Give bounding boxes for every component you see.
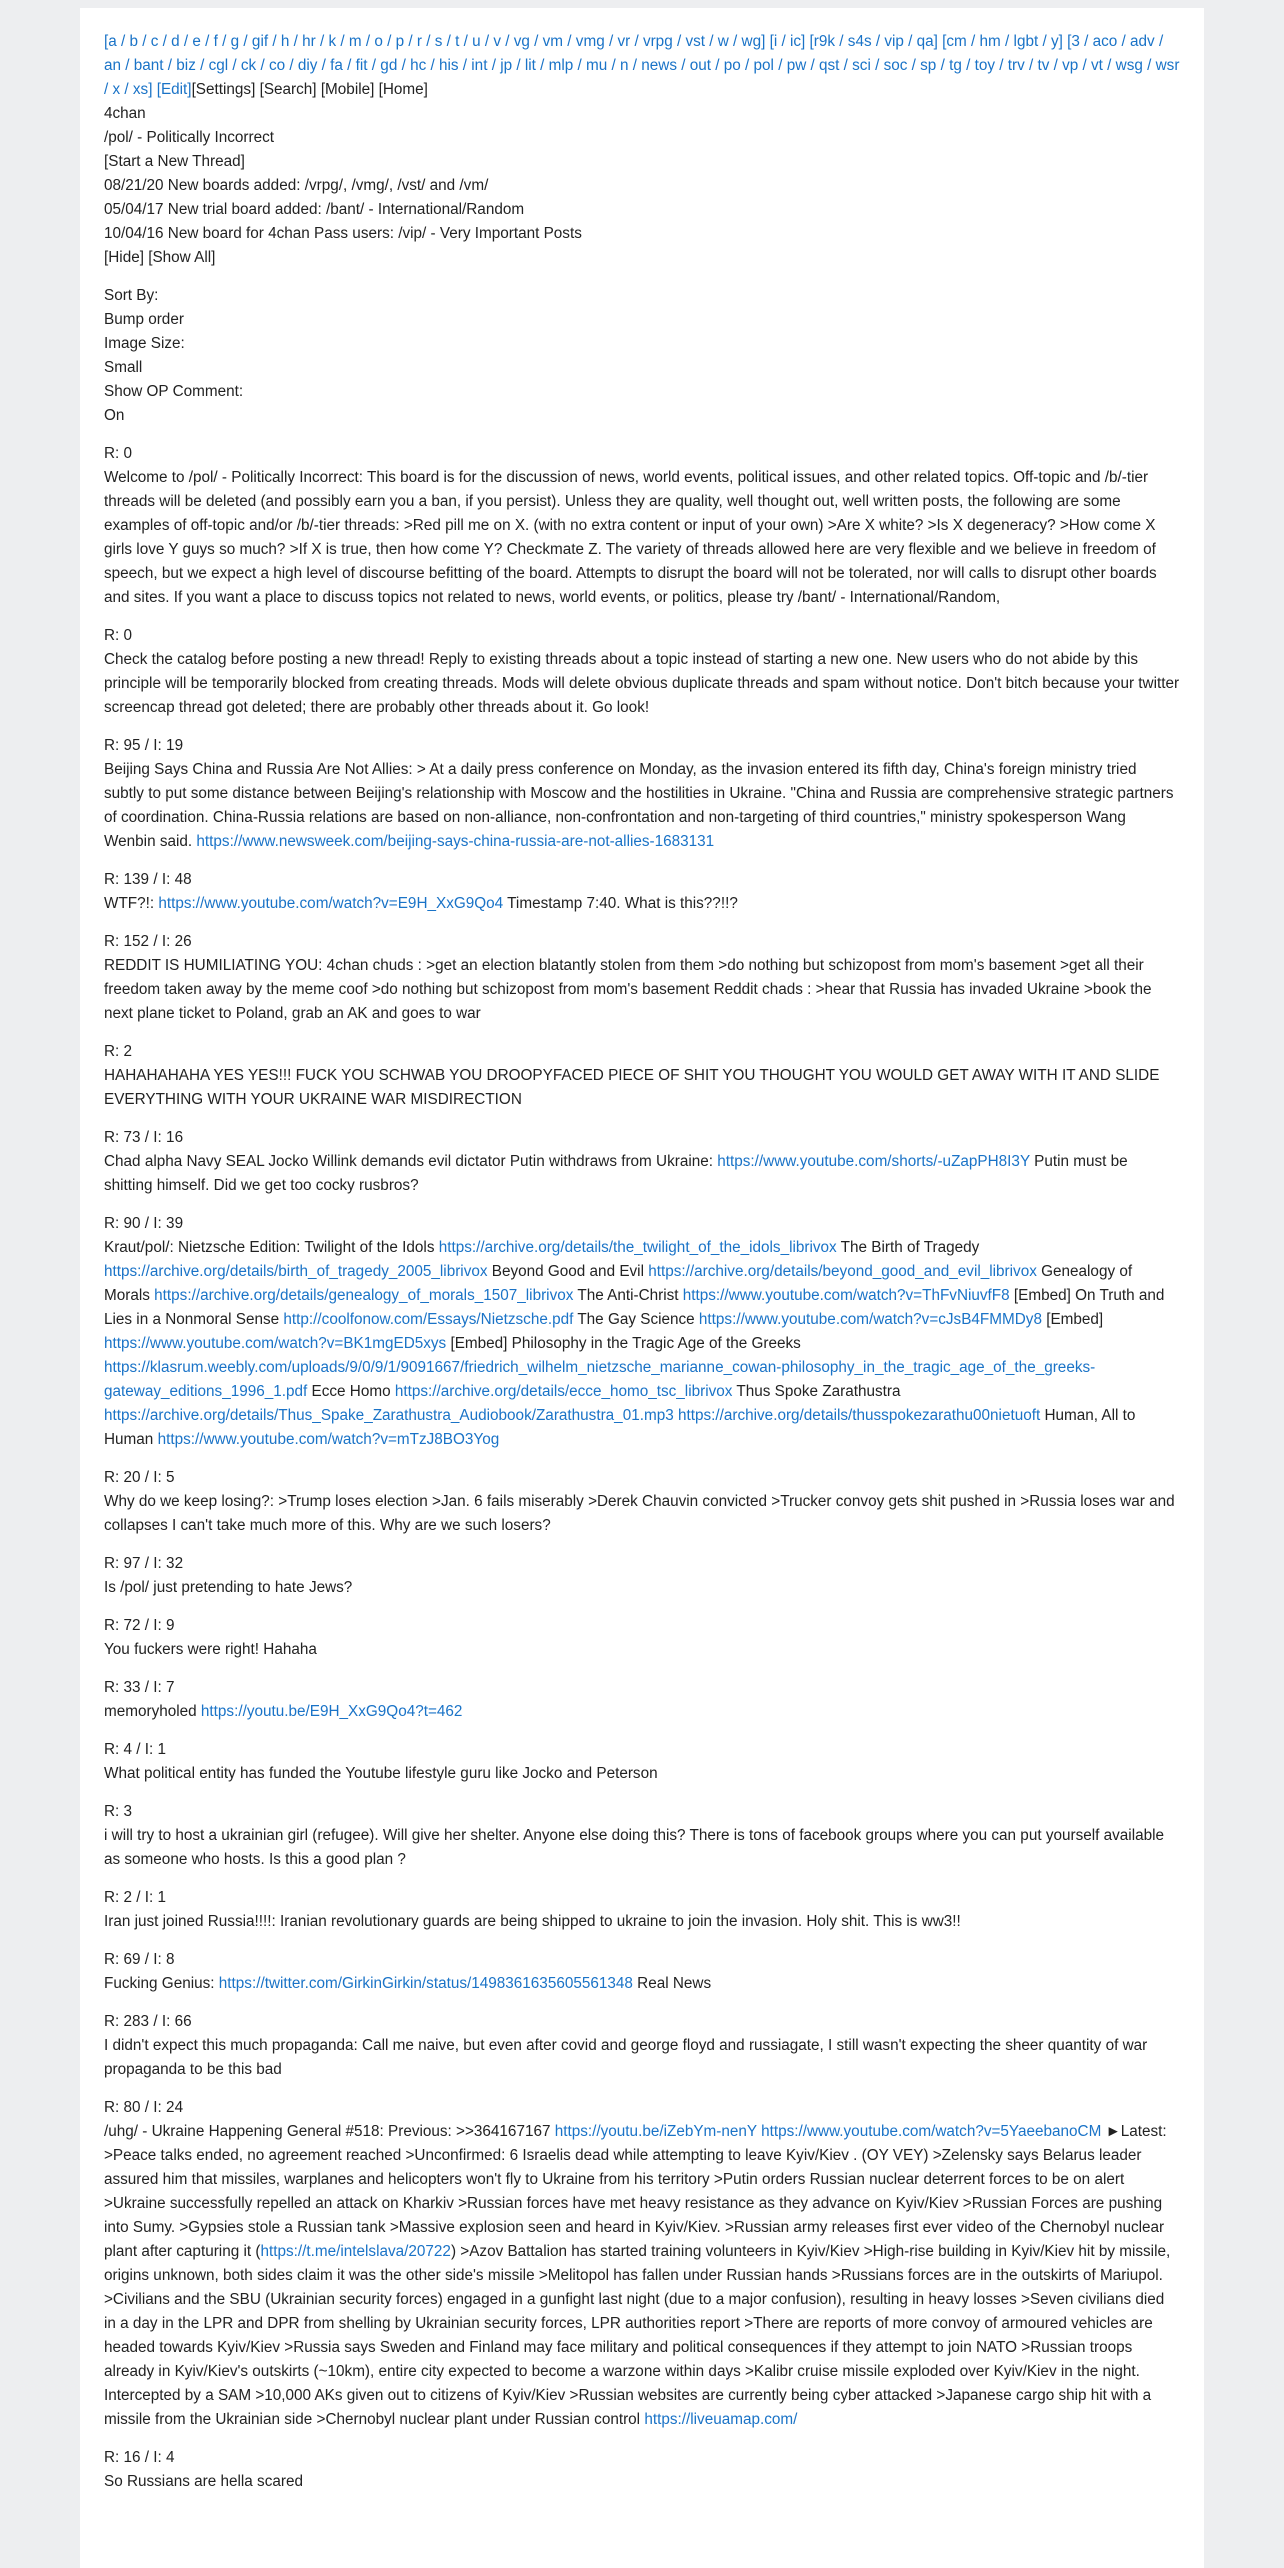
thread-stats: R: 33 / I: 7 xyxy=(104,1679,175,1696)
thread-text: Fucking Genius: xyxy=(104,1975,219,1992)
catalog-controls xyxy=(104,284,1180,428)
thread-item[interactable] xyxy=(104,1552,1180,1600)
site-logo: 4chan xyxy=(104,105,146,122)
thread-text: [Embed] Philosophy in the Tragic Age of the Greeks xyxy=(446,1335,801,1352)
thread-text: Thus Spoke Zarathustra xyxy=(732,1383,901,1400)
news-item: 10/04/16 New board for 4chan Pass users: /vip/ - Very Important Posts xyxy=(104,225,582,242)
news-item: 05/04/17 New trial board added: /bant/ - International/Random xyxy=(104,201,525,218)
thread-link[interactable]: https://archive.org/details/ecce_homo_tsc_librivox xyxy=(394,1383,733,1400)
thread-teaser xyxy=(104,892,1180,916)
thread-link[interactable]: https://www.youtube.com/watch?v=cJsB4FMMDy8 xyxy=(698,1311,1042,1328)
thread-text: HAHAHAHAHA YES YES!!! FUCK YOU SCHWAB YOU DROOPYFACED PIECE OF SHIT YOU THOUGHT YOU WOULD GET AWAY WITH IT AND SLIDE EVERYTHING WITH YOUR UKRAINE WAR MISDIRECTION xyxy=(104,1067,1160,1108)
thread-teaser xyxy=(104,1824,1180,1872)
thread-link[interactable]: https://www.youtube.com/watch?v=ThFvNiuvfF8 xyxy=(682,1287,1010,1304)
thread-link[interactable]: http://coolfonow.com/Essays/Nietzsche.pdf xyxy=(283,1311,574,1328)
board-nav xyxy=(104,30,1180,102)
thread-stats: R: 73 / I: 16 xyxy=(104,1129,184,1146)
board-title: /pol/ - Politically Incorrect xyxy=(104,129,275,146)
thread-item[interactable] xyxy=(104,2446,1180,2494)
thread-text: Check the catalog before posting a new thread! Reply to existing threads about a topic instead of starting a new one. New users who do not abide by this principle will be temporarily blocked from creating threads. Mods will delete obvious duplicate threads and spam without notice. Don't bitch because your twitter screencap thread got deleted; there are probably other threads about it. Go look! xyxy=(104,651,1180,716)
thread-text: The Anti-Christ xyxy=(573,1287,683,1304)
board-list[interactable]: [a / b / c / d / e / f / g / gif / h / hr / k / m / o / p / r / s / t / u / v / vg / vm / vmg / vr / vrpg / vst / w / wg] [i / ic] [r9k / s4s / vip / qa] [cm / hm / lgbt / y] [3 / aco / adv / an / bant / biz / cgl / ck / co / diy / fa / fit / gd / hc / his / int / jp / lit / mlp / mu / n / news / out / po / pol / pw / qst / sci / soc / sp / tg / toy / trv / tv / vp / vt / wsg / wsr / x / xs] xyxy=(104,33,1180,98)
thread-text: Human, All to Human xyxy=(104,1407,1136,1448)
thread-text: Chad alpha Navy SEAL Jocko Willink demands evil dictator Putin withdraws from Ukraine: xyxy=(104,1153,718,1170)
thread-teaser xyxy=(104,1490,1180,1538)
start-thread-link[interactable]: [Start a New Thread] xyxy=(104,153,245,170)
thread-teaser xyxy=(104,1638,1180,1662)
thread-item[interactable] xyxy=(104,1466,1180,1538)
thread-stats: R: 139 / I: 48 xyxy=(104,871,192,888)
thread-stats: R: 90 / I: 39 xyxy=(104,1215,184,1232)
thread-text: REDDIT IS HUMILIATING YOU: 4chan chuds : >get an election blatantly stolen from them >do nothing but schizopost from mom's basement >get all their freedom taken away by the meme coof >do nothing but schizopost from mom's basement Reddit chads : >hear that Russia has invaded Ukraine >book the next plane ticket to Poland, grab an AK and goes to war xyxy=(104,957,1152,1022)
thread-link[interactable]: https://www.youtube.com/watch?v=5YaeebanoCM xyxy=(761,2123,1102,2140)
mobile-link[interactable]: [Mobile] xyxy=(320,81,375,98)
thread-item[interactable] xyxy=(104,1676,1180,1724)
thread-text: Genealogy of Morals xyxy=(104,1263,1133,1304)
thread-teaser xyxy=(104,2470,1180,2494)
thread-text: Putin must be shitting himself. Did we get too cocky rusbros? xyxy=(104,1153,1128,1194)
thread-link[interactable]: https://youtu.be/E9H_XxG9Qo4?t=462 xyxy=(200,1703,463,1720)
thread-link[interactable]: https://liveuamap.com/ xyxy=(644,2411,798,2428)
thread-text: i will try to host a ukrainian girl (refugee). Will give her shelter. Anyone else doing this? There is tons of facebook groups where you can put yourself available as someone who hosts. Is this a good plan ? xyxy=(104,1827,1165,1868)
thread-stats: R: 152 / I: 26 xyxy=(104,933,192,950)
thread-teaser xyxy=(104,1576,1180,1600)
thread-link[interactable]: https://www.youtube.com/watch?v=BK1mgED5xys xyxy=(104,1335,447,1352)
image-size-select[interactable]: Small xyxy=(104,359,143,376)
thread-link[interactable]: https://www.youtube.com/shorts/-uZapPH8I3Y xyxy=(717,1153,1030,1170)
thread-stats: R: 0 xyxy=(104,627,133,644)
thread-text: Timestamp 7:40. What is this??!!? xyxy=(503,895,738,912)
thread-stats: R: 80 / I: 24 xyxy=(104,2099,184,2116)
thread-text: The Gay Science xyxy=(573,1311,699,1328)
show-op-label: Show OP Comment: xyxy=(104,383,244,400)
thread-link[interactable]: https://youtu.be/iZebYm-nenY xyxy=(554,2123,757,2140)
thread-item[interactable] xyxy=(104,2096,1180,2432)
thread-link[interactable]: https://t.me/intelslava/20722 xyxy=(260,2243,451,2260)
thread-stats: R: 2 / I: 1 xyxy=(104,1889,167,1906)
thread-text: /uhg/ - Ukraine Happening General #518: Previous: >>364167167 xyxy=(104,2123,555,2140)
sort-label: Sort By: xyxy=(104,287,159,304)
thread-item[interactable] xyxy=(104,734,1180,854)
show-op-select[interactable]: On xyxy=(104,407,125,424)
news-item: 08/21/20 New boards added: /vrpg/, /vmg/, /vst/ and /vm/ xyxy=(104,177,489,194)
thread-text: The Birth of Tragedy xyxy=(836,1239,980,1256)
show-all-news-button[interactable]: [Show All] xyxy=(148,249,216,266)
thread-text: [Embed] xyxy=(1041,1311,1104,1328)
thread-text: Why do we keep losing?: >Trump loses election >Jan. 6 fails miserably >Derek Chauvin convicted >Trucker convoy gets shit pushed in >Russia loses war and collapses I can't take much more of this. Why are we such losers? xyxy=(104,1493,1175,1534)
thread-teaser xyxy=(104,758,1180,854)
thread-stats: R: 69 / I: 8 xyxy=(104,1951,175,1968)
sort-select[interactable]: Bump order xyxy=(104,311,184,328)
thread-stats: R: 72 / I: 9 xyxy=(104,1617,175,1634)
thread-stats: R: 95 / I: 19 xyxy=(104,737,184,754)
thread-teaser xyxy=(104,1064,1180,1112)
thread-text: memoryholed xyxy=(104,1703,201,1720)
thread-text: I didn't expect this much propaganda: Call me naive, but even after covid and george floyd and russiagate, I still wasn't expecting the sheer quantity of war propaganda to be this bad xyxy=(104,2037,1148,2078)
thread-link[interactable]: https://archive.org/details/Thus_Spake_Zarathustra_Audiobook/Zarathustra_01.mp3 xyxy=(104,1407,674,1424)
thread-stats: R: 283 / I: 66 xyxy=(104,2013,192,2030)
image-size-label: Image Size: xyxy=(104,335,185,352)
thread-item[interactable] xyxy=(104,1614,1180,1662)
thread-text: Real News xyxy=(632,1975,712,1992)
thread-text: ►Latest: >Peace talks ended, no agreement reached >Unconfirmed: 6 Israelis dead while attempting to leave Kyiv/Kiev . (OY VEY) >Zelensky says Belarus leader assured him that missiles, warplanes and helicopters won't fly to Ukraine from his territory >Putin orders Russian nuclear deterrent forces to be on alert >Ukraine successfully repelled an attack on Kharkiv >Russian forces have met heavy resistance as they advance on Kyiv/Kiev >Russian Forces are pushing into Sumy. >Gypsies stole a Russian tank >Massive explosion seen and heard in Kyiv/Kiev. >Russian army releases first ever video of the Chernobyl nuclear plant after capturing it ( xyxy=(104,2123,1167,2260)
thread-link[interactable]: https://archive.org/details/beyond_good_and_evil_librivox xyxy=(648,1263,1037,1280)
thread-stats: R: 97 / I: 32 xyxy=(104,1555,184,1572)
thread-stats: R: 2 xyxy=(104,1043,133,1060)
thread-teaser xyxy=(104,954,1180,1026)
thread-item[interactable] xyxy=(104,1738,1180,1786)
thread-teaser xyxy=(104,1972,1180,1996)
catalog-page xyxy=(80,8,1204,2568)
thread-teaser xyxy=(104,466,1180,610)
thread-text: ) >Azov Battalion has started training volunteers in Kyiv/Kiev >High-rise building in Kyiv/Kiev hit by missile, origins unknown, both sides claim it was the other side's missile >Melitopol has fallen under Russian hands >Russians forces are in the outskirts of Mariupol. >Civilians and the SBU (Ukrainian security forces) engaged in a gunfight last night (due to a major confusion), resulting in heavy losses >Seven civilians died in a day in the LPR and DPR from shelling by Ukrainian security forces, LPR authorities report >There are reports of more convoy of armoured vehicles are headed towards Kyiv/Kiev >Russia says Sweden and Finland may face military and political consequences if they attempt to join NATO >Russian troops already in Kyiv/Kiev's outskirts (~10km), entire city expected to become a warzone within days >Kalibr cruise missile exploded over Kyiv/Kiev in the night. Intercepted by a SAM >10,000 AKs given out to citizens of Kyiv/Kiev >Russian websites are currently being cyber attacked >Japanese cargo ship hit with a missile from the Ukrainian side >Chernobyl nuclear plant under Russian control xyxy=(104,2243,1171,2428)
edit-link[interactable]: [Edit] xyxy=(156,81,192,98)
thread-item[interactable] xyxy=(104,2010,1180,2082)
thread-link[interactable]: https://www.newsweek.com/beijing-says-china-russia-are-not-allies-1683131 xyxy=(196,833,715,850)
thread-text: Iran just joined Russia!!!!: Iranian revolutionary guards are being shipped to ukraine to join the invasion. Holy shit. This is ww3!! xyxy=(104,1913,961,1930)
thread-text: Ecce Homo xyxy=(307,1383,395,1400)
thread-text: Kraut/pol/: Nietzsche Edition: Twilight of the Idols xyxy=(104,1239,439,1256)
thread-stats: R: 3 xyxy=(104,1803,133,1820)
thread-link[interactable]: https://archive.org/details/birth_of_tragedy_2005_librivox xyxy=(104,1263,488,1280)
thread-teaser xyxy=(104,1150,1180,1198)
thread-teaser xyxy=(104,1762,1180,1786)
settings-link[interactable]: [Settings] xyxy=(191,81,256,98)
thread-teaser xyxy=(104,1910,1180,1934)
thread-text: You fuckers were right! Hahaha xyxy=(104,1641,317,1658)
thread-text: What political entity has funded the Youtube lifestyle guru like Jocko and Peterson xyxy=(104,1765,658,1782)
thread-teaser xyxy=(104,1236,1180,1452)
home-link[interactable]: [Home] xyxy=(378,81,428,98)
thread-text: [Embed] On Truth and Lies in a Nonmoral Sense xyxy=(104,1287,1165,1328)
thread-link[interactable]: https://www.youtube.com/watch?v=E9H_XxG9Qo4 xyxy=(158,895,504,912)
thread-link[interactable]: https://www.youtube.com/watch?v=mTzJ8BO3Yog xyxy=(157,1431,500,1448)
thread-stats: R: 0 xyxy=(104,445,133,462)
thread-text: Beijing Says China and Russia Are Not Allies: > At a daily press conference on Monday, as the invasion entered its fifth day, China's foreign ministry tried subtly to put some distance between Beijing's relationship with Moscow and the hostilities in Ukraine. "China and Russia are comprehensive strategic partners of coordination. China-Russia relations are based on non-alliance, non-confrontation and non-targeting of third countries," ministry spokesperson Wang Wenbin said. xyxy=(104,761,1174,850)
thread-teaser xyxy=(104,648,1180,720)
thread-item[interactable] xyxy=(104,624,1180,720)
thread-link[interactable]: https://archive.org/details/thusspokezarathu00nietuoft xyxy=(677,1407,1041,1424)
thread-item[interactable] xyxy=(104,1800,1180,1872)
thread-link[interactable]: https://twitter.com/GirkinGirkin/status/1498361635605561348 xyxy=(218,1975,633,1992)
thread-item[interactable] xyxy=(104,1948,1180,1996)
thread-item[interactable] xyxy=(104,1126,1180,1198)
thread-teaser xyxy=(104,2034,1180,2082)
thread-stats: R: 16 / I: 4 xyxy=(104,2449,175,2466)
thread-item[interactable] xyxy=(104,868,1180,916)
thread-text: So Russians are hella scared xyxy=(104,2473,303,2490)
thread-item[interactable] xyxy=(104,1886,1180,1934)
thread-link[interactable]: https://archive.org/details/the_twilight_of_the_idols_librivox xyxy=(438,1239,837,1256)
thread-link[interactable]: https://klasrum.weebly.com/uploads/9/0/9/1/9091667/friedrich_wilhelm_nietzsche_marianne_cowan-philosophy_in_the_tragic_age_of_the_greeks-gateway_editions_1996_1.pdf xyxy=(104,1359,1096,1400)
news-toggles xyxy=(104,246,1180,270)
hide-news-button[interactable]: [Hide] xyxy=(104,249,144,266)
thread-teaser xyxy=(104,1700,1180,1724)
thread-item[interactable] xyxy=(104,1212,1180,1452)
thread-stats: R: 4 / I: 1 xyxy=(104,1741,167,1758)
thread-item[interactable] xyxy=(104,1040,1180,1112)
thread-text: Is /pol/ just pretending to hate Jews? xyxy=(104,1579,353,1596)
thread-item[interactable] xyxy=(104,442,1180,610)
thread-text: Welcome to /pol/ - Politically Incorrect: This board is for the discussion of news, world events, political issues, and other related topics. Off-topic and /b/-tier threads will be deleted (and possibly earn you a ban, if you persist). Unless they are quality, well thought out, well written posts, the following are some examples of off-topic and/or /b/-tier threads: >Red pill me on X. (with no extra content or input of your own) >Are X white? >Is X degeneracy? >How come X girls love Y guys so much? >If X is true, then how come Y? Checkmate Z. The variety of threads allowed here are very flexible and we believe in freedom of speech, but we expect a high level of discourse befitting of the board. Attempts to disrupt the board will not be tolerated, nor will calls to disrupt other boards and sites. If you want a place to discuss topics not related to news, world events, or politics, please try /bant/ - International/Random, xyxy=(104,469,1157,606)
thread-stats: R: 20 / I: 5 xyxy=(104,1469,175,1486)
search-link[interactable]: [Search] xyxy=(259,81,317,98)
thread-teaser xyxy=(104,2120,1180,2432)
thread-text: Beyond Good and Evil xyxy=(487,1263,649,1280)
thread-text: WTF?!: xyxy=(104,895,159,912)
thread-item[interactable] xyxy=(104,930,1180,1026)
thread-list xyxy=(104,442,1180,2494)
thread-link[interactable]: https://archive.org/details/genealogy_of_morals_1507_librivox xyxy=(154,1287,574,1304)
